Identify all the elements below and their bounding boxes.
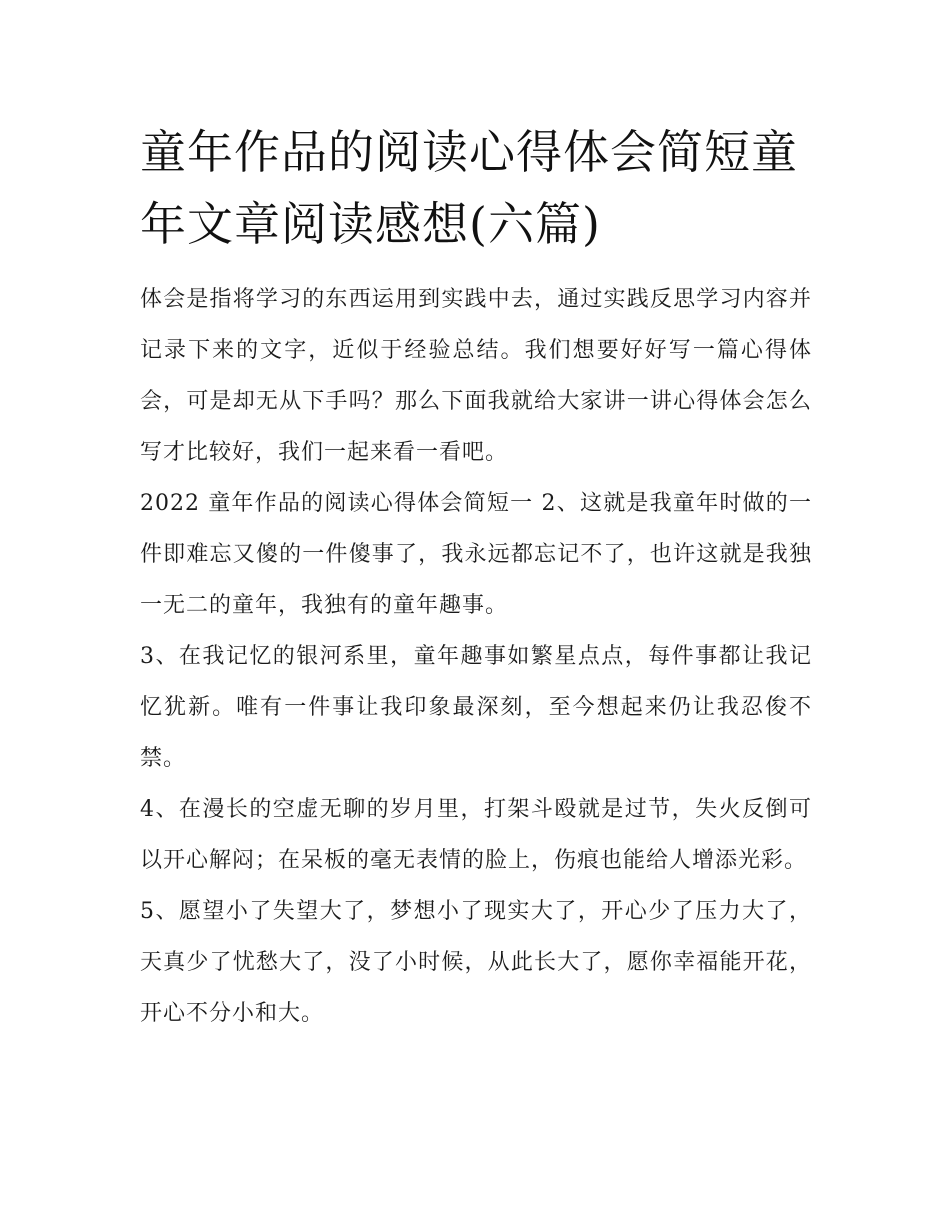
paragraph-item-2: 2022 童年作品的阅读心得体会简短一 2、这就是我童年时做的一件即难忘又傻的一件傻事了，我永远都忘记不了，也许这就是我独一无二的童年，我独有的童年趣事。: [140, 491, 812, 618]
paragraph-item-3: 3、在我记忆的银河系里，童年趣事如繁星点点，每件事都让我记忆犹新。唯有一件事让我印象最深刻，至今想起来仍让我忍俊不禁。: [140, 644, 812, 771]
paragraph-item-5: 5、愿望小了失望大了，梦想小了现实大了，开心少了压力大了，天真少了忧愁大了，没了小时候，从此长大了，愿你幸福能开花，开心不分小和大。: [140, 899, 812, 1026]
paragraph-intro: 体会是指将学习的东西运用到实践中去，通过实践反思学习内容并记录下来的文字，近似于经验总结。我们想要好好写一篇心得体会，可是却无从下手吗？那么下面我就给大家讲一讲心得体会怎么写才比较好，我们一起来看一看吧。: [140, 287, 812, 465]
paragraph-item-4: 4、在漫长的空虚无聊的岁月里，打架斗殴就是过节，失火反倒可以开心解闷；在呆板的毫无表情的脸上，伤痕也能给人增添光彩。: [140, 797, 812, 873]
document-content: [140, 116, 812, 1039]
document-title: 童年作品的阅读心得体会简短童年文章阅读感想(六篇): [140, 125, 798, 251]
